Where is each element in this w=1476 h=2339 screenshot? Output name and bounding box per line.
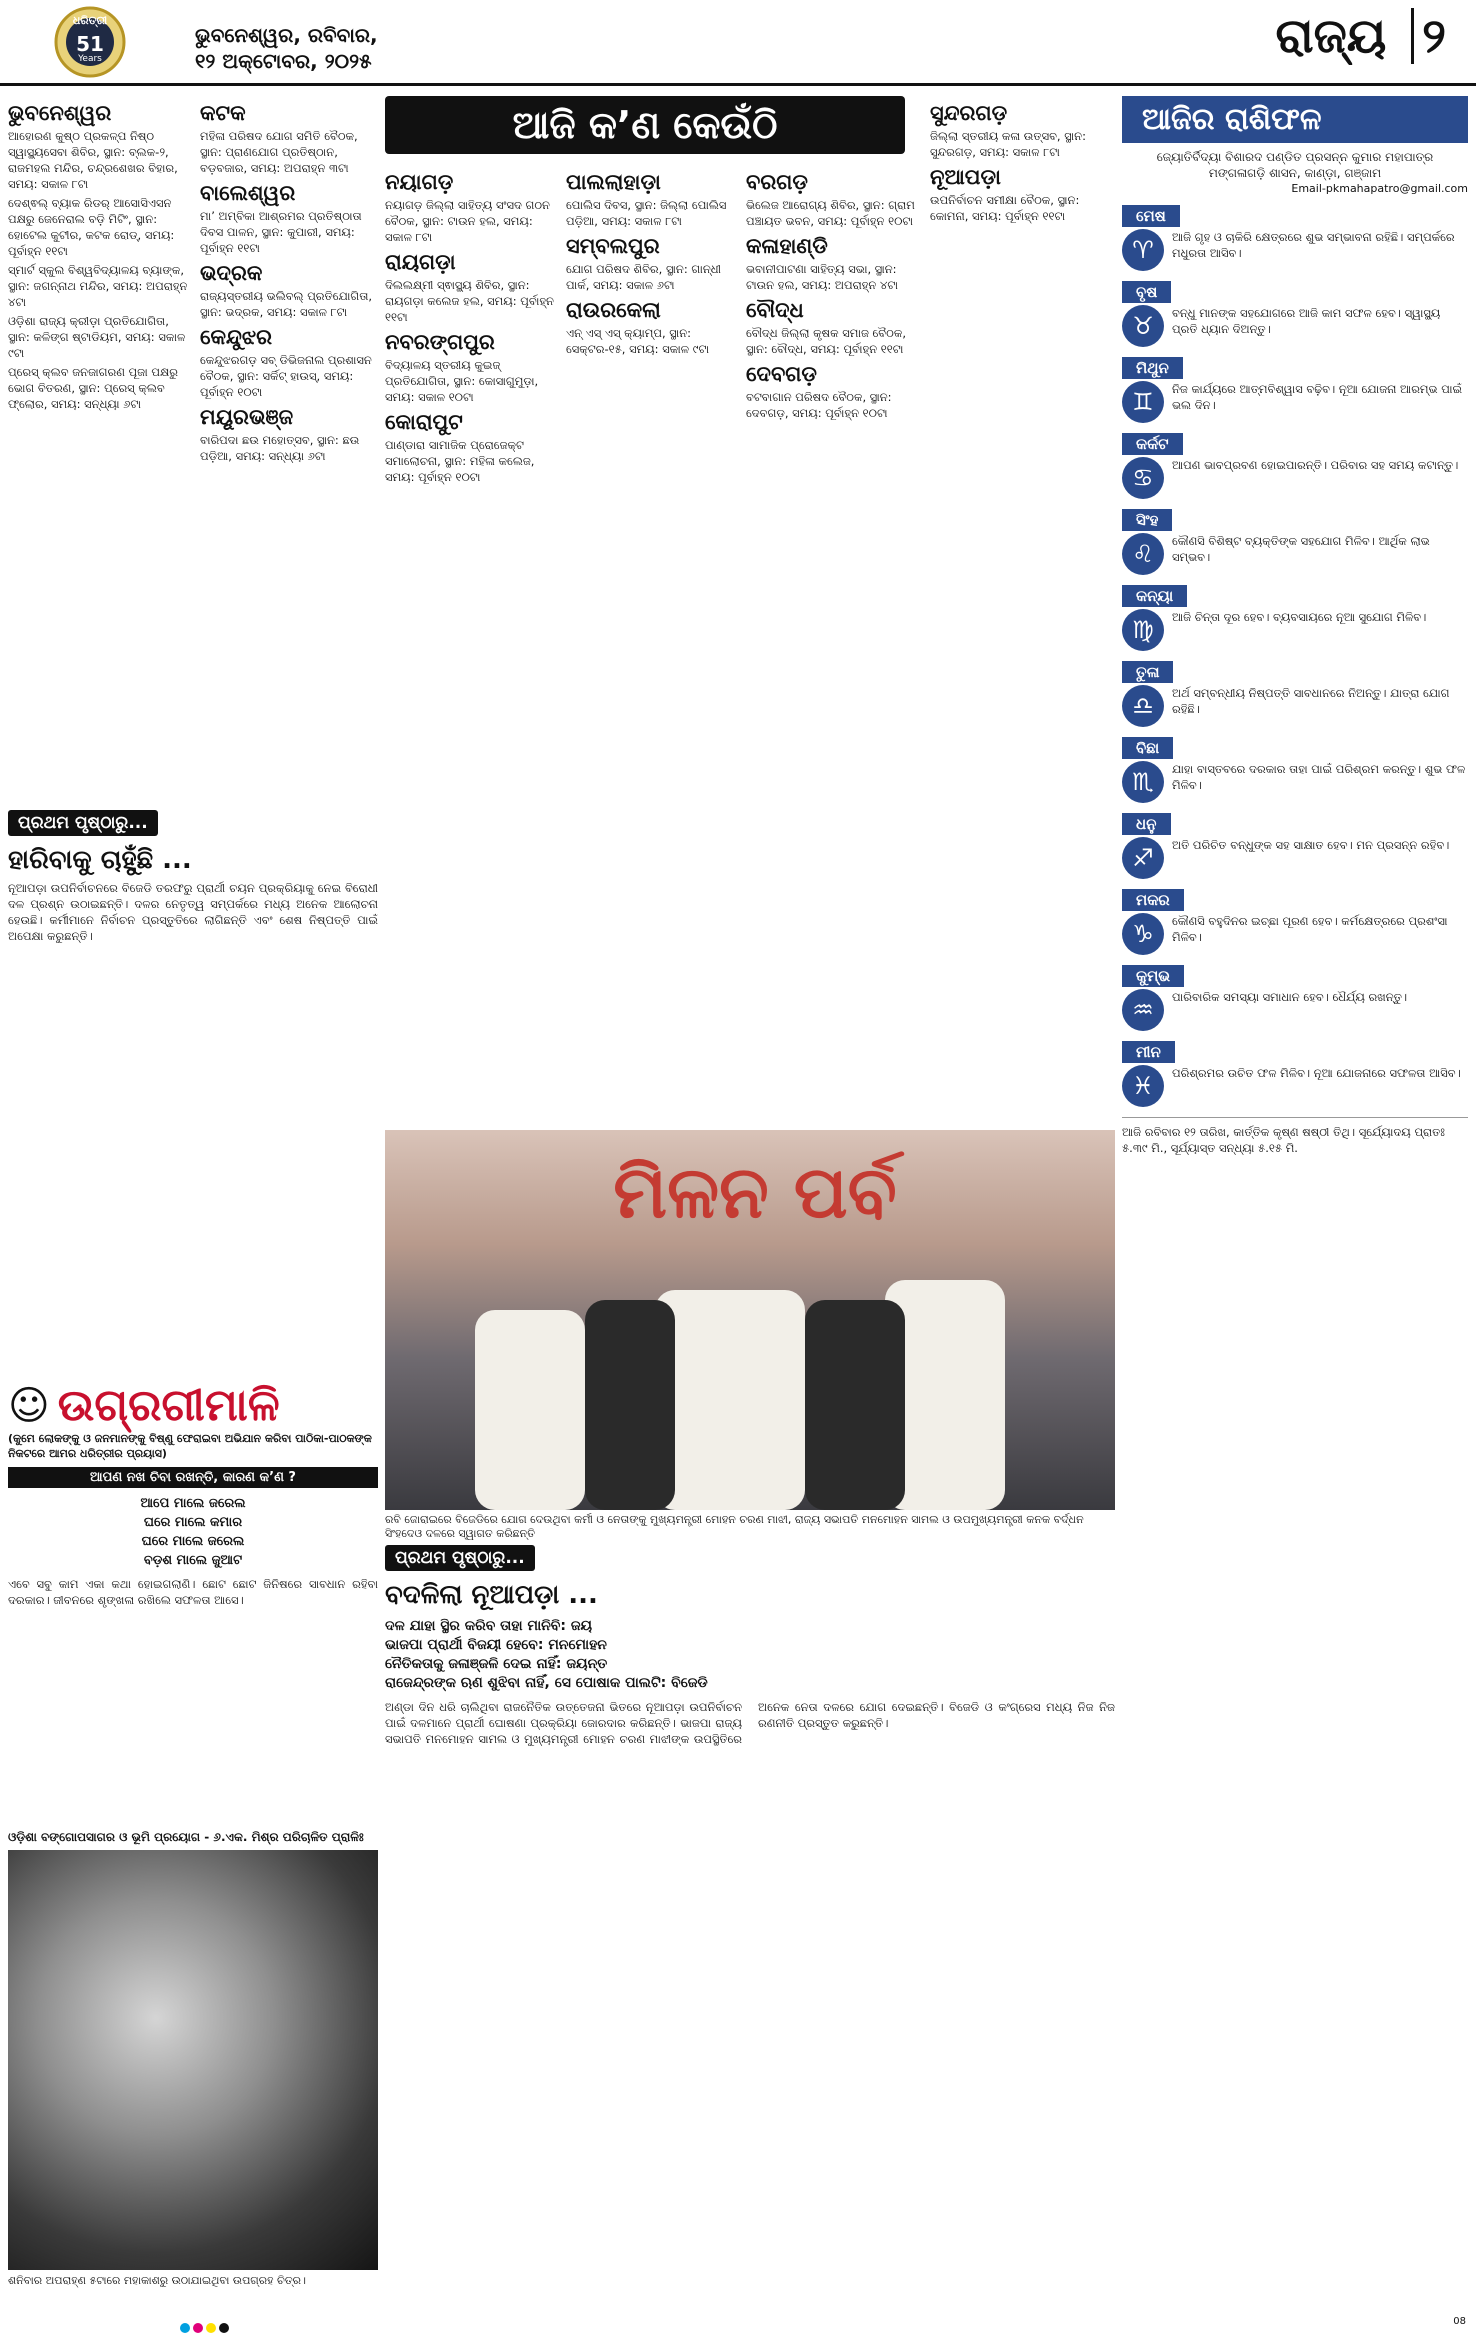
zodiac-text: ଆଜି ଗୃହ ଓ ଚାକିରି କ୍ଷେତ୍ରରେ ଶୁଭ ସମ୍ଭାବନା ରହିଛି। ସମ୍ପର୍କରେ ମଧୁରତା ଆସିବ। [1172, 230, 1455, 260]
event-item: ପୋଲିସ ଦିବସ, ସ୍ଥାନ: ଜିଲ୍ଲା ପୋଲିସ ପଡ଼ିଆ, ସମୟ: ସକାଳ ୮ଟା [566, 198, 727, 228]
zodiac-text: ଆଜି ଚିନ୍ତା ଦୂର ହେବ। ବ୍ୟବସାୟରେ ନୂଆ ସୁଯୋଗ ମିଳିବ। [1172, 610, 1427, 624]
city-heading: ରାୟଗଡ଼ା [385, 250, 456, 274]
article-bullet: ଦଳ ଯାହା ସ୍ଥିର କରିବ ତାହା ମାନିବି: ଜୟ [385, 1618, 593, 1634]
zodiac-header [1122, 965, 1468, 987]
event-item: ଆହୋରଣ କୁଷ୍ଠ ପ୍ରକଳ୍ପ ନିଷ୍ଠ ସ୍ୱାସ୍ଥ୍ୟସେବା ଶିବିର, ସ୍ଥାନ: ବ୍ଲକ-୨, ରାଜମହଲ ମନ୍ଦିର, ଚନ୍ଦ୍ରଶେଖର ବିହାର, ସମୟ: ସକାଳ ୮ଟା [8, 129, 178, 191]
verse-line: ଘରେ ମାଲେ କମାର [143, 1515, 243, 1530]
event-item: ବାରିପଦା ଛଉ ମହୋତ୍ସବ, ସ୍ଥାନ: ଛଉ ପଡ଼ିଆ, ସମୟ: ସନ୍ଧ୍ୟା ୬ଟା [200, 433, 360, 463]
city-heading: ବୌଦ୍ଧ [746, 298, 804, 322]
article-body-2: ଅଣ୍ଡା ଦିନ ଧରି ଚାଲିଥିବା ରାଜନୈତିକ ଉତ୍ତେଜନା ଭିତରେ ନୂଆପଡ଼ା ଉପନିର୍ବାଚନ ପାଇଁ ଦଳମାନେ ପ୍ରାର୍ଥୀ ଘୋଷଣା ପ୍ରକ୍ରିୟା ଜୋରଦାର କରିଛନ୍ତି। ଭାଜପା ରାଜ୍ୟ ସଭାପତି ମନମୋହନ ସାମଲ ଓ ମୁଖ୍ୟମନ୍ତ୍ରୀ ମୋହନ ଚରଣ ମାଝୀଙ୍କ ଉପସ୍ଥିତିରେ ଅନେକ ନେତା ଦଳରେ ଯୋଗ ଦେଇଛନ୍ତି। ବିଜେଡି ଓ କଂଗ୍ରେସ ମଧ୍ୟ ନିଜ ନିଜ ରଣନୀତି ପ୍ରସ୍ତୁତ କରୁଛନ୍ତି। [385, 1700, 1115, 1746]
city-heading: ଭୁବନେଶ୍ୱର [8, 101, 112, 125]
zodiac-header [1122, 281, 1468, 303]
article-body: ନୂଆପଡ଼ା ଉପନିର୍ବାଚନରେ ବିଜେଡି ତରଫରୁ ପ୍ରାର୍ଥୀ ଚୟନ ପ୍ରକ୍ରିୟାକୁ ନେଇ ବିରୋଧୀ ଦଳ ପ୍ରଶ୍ନ ଉଠାଇଛନ୍ତି। ଦଳର ନେତୃତ୍ୱ ସମ୍ପର୍କରେ ମଧ୍ୟ ଅନେକ ଆଲୋଚନା ହେଉଛି। କର୍ମୀମାନେ ନିର୍ବାଚନ ପ୍ରସ୍ତୁତିରେ ଲାଗିଛନ୍ତି ଏବଂ ଶେଷ ନିଷ୍ପତ୍ତି ପାଇଁ ଅପେକ୍ଷା କରୁଛନ୍ତି। [8, 881, 378, 943]
zodiac-icon: ♓ [1122, 1065, 1164, 1107]
zodiac-text: ଆପଣ ଭାବପ୍ରବଣ ହୋଇପାରନ୍ତି। ପରିବାର ସହ ସମୟ କଟାନ୍ତୁ। [1172, 458, 1459, 472]
zodiac-icon: ♒ [1122, 989, 1164, 1031]
event-item: ବଟବାଗାନ ପରିଷଦ ବୈଠକ, ସ୍ଥାନ: ଦେବଗଡ଼, ସମୟ: ପୂର୍ବାହ୍ନ ୧୦ଟା [746, 390, 892, 420]
satellite-caption: ଶନିବାର ଅପରାହ୍ଣ ୫ଟାରେ ମହାକାଶରୁ ଉଠାଯାଇଥିବା ଉପଗ୍ରହ ଚିତ୍ର। [8, 2274, 306, 2287]
dateline [195, 22, 515, 74]
verse-line: ଆପେ ମାଲେ ଜରେଲ [140, 1496, 246, 1511]
satellite-credit: ଓଡ଼ିଶା ବଙ୍ଗୋପସାଗର ଓ ଭୂମି ପ୍ରୟୋଗ - ୬.ଏକ. ମିଶ୍ର ପରିଚାଳିତ ପ୍ରାଳିଃ [8, 1830, 364, 1844]
zodiac-sign [1122, 1041, 1468, 1107]
event-item: ମହିଳା ପରିଷଦ ଯୋଗ ସମିତି ବୈଠକ, ସ୍ଥାନ: ପ୍ରାଣଯୋଗ ପ୍ରତିଷ୍ଠାନ, ବଡ଼ବଜାର, ସମୟ: ଅପରାହ୍ନ ୩ଟା [200, 129, 358, 175]
event-item: ସ୍ମାର୍ଟ ସ୍କୁଲ ବିଶ୍ୱବିଦ୍ୟାଳୟ ବ୍ୟାଙ୍କ, ସ୍ଥାନ: ଜଗନ୍ନାଥ ମନ୍ଦିର, ସମୟ: ଅପରାହ୍ନ ୪ଟା [8, 263, 188, 309]
zodiac-icon: ♈ [1122, 229, 1164, 271]
zodiac-sign [1122, 357, 1468, 423]
event-item: ବୌଦ୍ଧ ଜିଲ୍ଲା କୃଷକ ସମାଜ ବୈଠକ, ସ୍ଥାନ: ବୌଦ୍ଧ, ସମୟ: ପୂର୍ବାହ୍ନ ୧୧ଟା [746, 326, 906, 356]
rashifala-footer: ଆଜି ରବିବାର ୧୨ ତାରିଖ, କାର୍ତ୍ତିକ କୃଷ୍ଣ ଷଷ୍ଠୀ ତିଥି। ସୂର୍ଯ୍ୟୋଦୟ ପ୍ରାତଃ ୫.୩୯ ମି., ସୂର୍ଯ୍ୟାସ୍ତ ସନ୍ଧ୍ୟା ୫.୧୫ ମି. [1122, 1117, 1468, 1156]
zodiac-sign [1122, 661, 1468, 727]
event-item: ନୟାଗଡ଼ ଜିଲ୍ଲା ସାହିତ୍ୟ ସଂସଦ ଗଠନ ବୈଠକ, ସ୍ଥାନ: ଟାଉନ ହଲ, ସମୟ: ସକାଳ ୮ଟା [385, 198, 550, 244]
ugramali-body: ଏବେ ସବୁ କାମ ଏକା କଥା ହୋଇଗଲାଣି। ଛୋଟ ଛୋଟ ଜିନିଷରେ ସାବଧାନ ରହିବା ଦରକାର। ଜୀବନରେ ଶୃଙ୍ଖଳା ରଖିଲେ ସଫଳତା ଆସେ। [8, 1577, 378, 1607]
zodiac-icon: ♌ [1122, 533, 1164, 575]
zodiac-header [1122, 1041, 1468, 1063]
city-heading: କଳାହାଣ୍ଡି [746, 234, 828, 258]
zodiac-sign [1122, 205, 1468, 271]
zodiac-header [1122, 661, 1468, 683]
zodiac-sign [1122, 509, 1468, 575]
satellite-image [8, 1850, 378, 2270]
zodiac-header [1122, 889, 1468, 911]
city-heading: ନୂଆପଡ଼ା [930, 165, 1001, 189]
zodiac-name: ବୃଷ [1122, 281, 1171, 303]
zodiac-icon: ♏ [1122, 761, 1164, 803]
rashifala-address: ମଙ୍ଗଳାଗଡ଼ି ଶାସନ, କାଣ୍ଡ଼ା, ଗଞ୍ଜାମ [1208, 166, 1382, 180]
zodiac-icon: ♐ [1122, 837, 1164, 879]
section-name: ରାଜ୍ୟ [1275, 8, 1387, 64]
zodiac-name: ବିଛା [1122, 737, 1173, 759]
zodiac-icon: ♍ [1122, 609, 1164, 651]
front-page-continuation-1 [8, 810, 378, 1370]
event-item: ଜିଲ୍ଲା ସ୍ତରୀୟ କଳା ଉତ୍ସବ, ସ୍ଥାନ: ସୁନ୍ଦରଗଡ଼, ସମୟ: ସକାଳ ୮ଟା [930, 129, 1086, 159]
logo-years: 51 [76, 32, 104, 56]
city-heading: କେନ୍ଦୁଝର [200, 325, 273, 349]
rashifala-section [1122, 96, 1468, 2296]
ugramali-subtitle: (କୁମେ ଲୋକଙ୍କୁ ଓ ଜନମାନଙ୍କୁ ବିଷ୍ଣୁ ଫେରାଇବା ଅଭିଯାନ କରିବା ପାଠିକା-ପାଠକଙ୍କ ନିକଟରେ ଆମର ଧରିତ୍ରୀର ପ୍ରୟାସ) [8, 1432, 372, 1460]
zodiac-icon: ♑ [1122, 913, 1164, 955]
event-item: ମା’ ଅମ୍ବିକା ଆଶ୍ରମର ପ୍ରତିଷ୍ଠାତା ଦିବସ ପାଳନ, ସ୍ଥାନ: କୁପାରୀ, ସମୟ: ପୂର୍ବାହ୍ନ ୧୧ଟା [200, 209, 362, 255]
zodiac-sign [1122, 813, 1468, 879]
zodiac-sign [1122, 433, 1468, 499]
rashifala-email: Email-pkmahapatro@gmail.com [1291, 182, 1468, 195]
city-heading: ଦେବଗଡ଼ [746, 362, 817, 386]
zodiac-text: କୌଣସି ବହୁଦିନର ଇଚ୍ଛା ପୂରଣ ହେବ। କର୍ମକ୍ଷେତ୍ରରେ ପ୍ରଶଂସା ମିଳିବ। [1172, 914, 1448, 944]
zodiac-header [1122, 509, 1468, 531]
article-bullets [385, 1617, 1115, 1693]
zodiac-name: ଧନୁ [1122, 813, 1171, 835]
zodiac-list [1122, 205, 1468, 1107]
zodiac-sign [1122, 585, 1468, 651]
city-heading: ସୁନ୍ଦରଗଡ଼ [930, 101, 1008, 125]
footer-page-number: 08 [1453, 2316, 1466, 2327]
ugramali-question: ଆପଣ ନଖ ଚିବା ରଖନ୍ତି, କାରଣ କ’ଣ ? [8, 1467, 378, 1488]
events-col-6 [930, 96, 1110, 1106]
zodiac-sign [1122, 965, 1468, 1031]
city-heading: ମୟୂରଭଞ୍ଜ [200, 405, 294, 429]
city-heading: ନୟାଗଡ଼ [385, 170, 454, 194]
zodiac-name: କନ୍ୟା [1122, 585, 1187, 607]
event-item: ପ୍ରେସ୍ କ୍ଲବ ଜନଜାଗରଣ ପୂଜା ପକ୍ଷରୁ ଭୋଗ ବିତରଣ, ସ୍ଥାନ: ପ୍ରେସ୍ କ୍ଲବ ଫ୍ଲୋର, ସମୟ: ସନ୍ଧ୍ୟା ୬ଟା [8, 365, 179, 411]
events-col-2 [200, 96, 380, 836]
event-item: ଭିଲେଜ ଆରୋଗ୍ୟ ଶିବିର, ସ୍ଥାନ: ଗ୍ରାମ ପଞ୍ଚାୟତ ଭବନ, ସମୟ: ପୂର୍ବାହ୍ନ ୧୦ଟା [746, 198, 915, 228]
event-item: ଓଡ଼ିଶା ରାଜ୍ୟ କ୍ରୀଡ଼ା ପ୍ରତିଯୋଗିତା, ସ୍ଥାନ: କଳିଙ୍ଗ ଷ୍ଟାଡିୟମ, ସମୟ: ସକାଳ ୯ଟା [8, 314, 186, 360]
news-photo [385, 1130, 1115, 1510]
event-item: ଦିଲଲକ୍ଷ୍ମୀ ସ୍ଵାସ୍ଥ୍ୟ ଶିବିର, ସ୍ଥାନ: ରାୟଗଡ଼ା କଲେଜ ହଲ, ସମୟ: ପୂର୍ବାହ୍ନ ୧୧ଟା [385, 278, 554, 324]
event-item: ଏନ୍ ଏସ୍ ଏସ୍ କ୍ୟାମ୍ପ, ସ୍ଥାନ: ସେକ୍ଟର-୧୫, ସମୟ: ସକାଳ ୯ଟା [566, 326, 710, 356]
zodiac-name: କୁମ୍ଭ [1122, 965, 1184, 987]
ugramali-verse [8, 1494, 378, 1570]
zodiac-header [1122, 357, 1468, 379]
zodiac-text: ବନ୍ଧୁ ମାନଙ୍କ ସହଯୋଗରେ ଆଜି କାମ ସଫଳ ହେବ। ସ୍ୱାସ୍ଥ୍ୟ ପ୍ରତି ଧ୍ୟାନ ଦିଅନ୍ତୁ। [1172, 306, 1441, 336]
zodiac-text: ଅର୍ଥ ସମ୍ବନ୍ଧୀୟ ନିଷ୍ପତ୍ତି ସାବଧାନରେ ନିଅନ୍ତୁ। ଯାତ୍ରା ଯୋଗ ରହିଛି। [1172, 686, 1450, 716]
city-heading: କଟକ [200, 101, 246, 125]
zodiac-header [1122, 585, 1468, 607]
section-title [1275, 8, 1446, 65]
zodiac-text: ପାରିବାରିକ ସମସ୍ୟା ସମାଧାନ ହେବ। ଧୈର୍ଯ୍ୟ ରଖନ୍ତୁ। [1172, 990, 1408, 1004]
zodiac-header [1122, 737, 1468, 759]
events-col-3 [385, 165, 560, 1105]
event-item: ପାଣ୍ଡାରା ସାମାଜିକ ପ୍ରୋଜେକ୍ଟ ସମାଲୋଚନା, ସ୍ଥାନ: ମହିଳା କଲେଜ, ସମୟ: ପୂର୍ବାହ୍ନ ୧୦ଟା [385, 438, 535, 484]
page-number: ୨ [1422, 8, 1446, 64]
zodiac-header [1122, 433, 1468, 455]
article-bullet: ରାଜେନ୍ଦ୍ରଙ୍କ ଋଣ ଶୁଝିବା ନାହିଁ, ସେ ପୋଷାକ ପାଲଟି: ବିଜେଡି [385, 1675, 708, 1691]
event-item: କେନ୍ଦୁଝରଗଡ଼ ସବ୍ ଡିଭିଜନାଲ ପ୍ରଶାସନ ବୈଠକ, ସ୍ଥାନ: ସର୍କିଟ୍ ହାଉସ୍, ସମୟ: ପୂର୍ବାହ୍ନ ୧୦ଟା [200, 353, 372, 399]
logo-years-label: Years [78, 54, 102, 64]
rashifala-author: ଜ୍ୟୋତିର୍ବିଦ୍ୟା ବିଶାରଦ ପଣ୍ଡିତ ପ୍ରସନ୍ନ କୁମାର ମହାପାତ୍ର [1156, 150, 1434, 164]
rashifala-title: ଆଜିର ରାଶିଫଳ [1122, 96, 1468, 143]
event-item: ଉପନିର୍ବାଚନ ସମୀକ୍ଷା ବୈଠକ, ସ୍ଥାନ: କୋମନା, ସମୟ: ପୂର୍ବାହ୍ନ ୧୧ଟା [930, 193, 1080, 223]
zodiac-text: ନିଜ କାର୍ଯ୍ୟରେ ଆତ୍ମବିଶ୍ୱାସ ବଢ଼ିବ। ନୂଆ ଯୋଜନା ଆରମ୍ଭ ପାଇଁ ଭଲ ଦିନ। [1172, 382, 1463, 412]
event-item: ଯୋଗ ପରିଷଦ ଶିବିର, ସ୍ଥାନ: ଗାନ୍ଧୀ ପାର୍କ, ସମୟ: ସକାଳ ୬ଟା [566, 262, 722, 292]
city-heading: ବରଗଡ଼ [746, 170, 808, 194]
zodiac-name: ମୀନ [1122, 1041, 1175, 1063]
zodiac-header [1122, 205, 1468, 227]
event-item: ଦେଶ୍ଵଲ୍ ବ୍ୟାକ ରିଡର୍ ଆସୋସିଏସନ ପକ୍ଷରୁ ଜେନେରାଲ ବଡ଼ି ମିଟିଂ, ସ୍ଥାନ: ହୋଟେଲ କୁଟୀର, କଟକ ରୋଡ୍, ସମୟ: ପୂର୍ବାହ୍ନ ୧୧ଟା [8, 196, 175, 258]
zodiac-icon: ♋ [1122, 457, 1164, 499]
event-item: ରାଜ୍ୟସ୍ତରୀୟ ଭଲିବଲ୍ ପ୍ରତିଯୋଗିତା, ସ୍ଥାନ: ଭଦ୍ରକ, ସମୟ: ସକାଳ ୮ଟା [200, 289, 373, 319]
events-col-5 [746, 165, 926, 1105]
verse-line: ଘରେ ମାଲେ ଜରେଲ [141, 1534, 245, 1549]
ugramali-title: ଉଗ୍ରଗୀମାଳି [57, 1380, 280, 1431]
zodiac-sign [1122, 889, 1468, 955]
cartoon-icon: ☺ [8, 1382, 50, 1429]
zodiac-name: ମକର [1122, 889, 1184, 911]
city-heading: କୋରାପୁଟ [385, 410, 463, 434]
logo-text: ଧରିତ୍ରୀ [72, 14, 108, 27]
date-line-1: ଭୁବନେଶ୍ୱର, ରବିବାର, [195, 23, 378, 47]
zodiac-name: ମିଥୁନ [1122, 357, 1183, 379]
city-heading: ପାଲଲାହାଡ଼ା [566, 170, 661, 194]
zodiac-icon: ♎ [1122, 685, 1164, 727]
zodiac-icon: ♉ [1122, 305, 1164, 347]
zodiac-text: ଅତି ପରିଚିତ ବନ୍ଧୁଙ୍କ ସହ ସାକ୍ଷାତ ହେବ। ମନ ପ୍ରସନ୍ନ ରହିବ। [1172, 838, 1450, 852]
zodiac-text: ପରିଶ୍ରମର ଉଚିତ ଫଳ ମିଳିବ। ନୂଆ ଯୋଜନାରେ ସଫଳତା ଆସିବ। [1172, 1066, 1461, 1080]
article-headline-2: ବଦଳିଲା ନୂଆପଡ଼ା ... [385, 1580, 598, 1610]
article-bullet: ନୈତିକତାକୁ ଜଳାଞ୍ଜଳି ଦେଇ ନାହିଁ: ଜୟନ୍ତ [385, 1656, 608, 1672]
event-item: ବିଦ୍ୟାଳୟ ସ୍ତରୀୟ କୁଇଜ୍ ପ୍ରତିଯୋଗିତା, ସ୍ଥାନ: କୋସାଗୁମୁଡ଼ା, ସମୟ: ସକାଳ ୧୦ଟା [385, 358, 539, 404]
front-page-continuation-2 [385, 1545, 1115, 2285]
continuation-banner-2: ପ୍ରଥମ ପୃଷ୍ଠାରୁ... [385, 1545, 535, 1571]
zodiac-text: କୌଣସି ବିଶିଷ୍ଟ ବ୍ୟକ୍ତିଙ୍କ ସହଯୋଗ ମିଳିବ। ଆର୍ଥିକ ଲାଭ ସମ୍ଭବ। [1172, 534, 1430, 564]
verse-line: ବଡ଼ଶ ମାଲେ ଜୁଆଟ [143, 1553, 243, 1568]
events-banner: ଆଜି କ’ଣ କେଉଁଠି [385, 96, 905, 154]
article-bullet: ଭାଜପା ପ୍ରାର୍ଥୀ ବିଜୟୀ ହେବେ: ମନମୋହନ [385, 1637, 607, 1653]
city-heading: ନବରଙ୍ଗପୁର [385, 330, 495, 354]
color-registration-marks [180, 2318, 480, 2337]
continuation-banner: ପ୍ରଥମ ପୃଷ୍ଠାରୁ... [8, 810, 158, 836]
event-item: ଭବାନୀପାଟଣା ସାହିତ୍ୟ ସଭା, ସ୍ଥାନ: ଟାଉନ ହଲ, ସମୟ: ଅପରାହ୍ନ ୪ଟା [746, 262, 898, 292]
zodiac-name: ସିଂହ [1122, 509, 1172, 531]
article-headline: ହାରିବାକୁ ଚାହୁଁଛି ... [8, 845, 192, 875]
photo-backdrop-text: ମିଳନ ପର୍ବ [613, 1150, 897, 1234]
events-col-1 [8, 96, 193, 796]
city-heading: ରାଉରକେଲା [566, 298, 661, 322]
events-col-4 [566, 165, 741, 1105]
zodiac-name: କର୍କଟ [1122, 433, 1183, 455]
zodiac-sign [1122, 281, 1468, 347]
photo-caption: ରବି ଜୋରାଇରେ ବିଜେଡିରେ ଯୋଗ ଦେଉଥିବା କର୍ମୀ ଓ ନେତାଙ୍କୁ ମୁଖ୍ୟମନ୍ତ୍ରୀ ମୋହନ ଚରଣ ମାଝୀ, ରାଜ୍ୟ ସଭାପତି ମନମୋହନ ସାମଲ ଓ ଉପମୁଖ୍ୟମନ୍ତ୍ରୀ କନକ ବର୍ଦ୍ଧନ ସିଂହଦେଓ ଦଳରେ ସ୍ୱାଗତ କରିଛନ୍ତି [385, 1513, 1084, 1540]
masthead-logo [30, 6, 180, 78]
zodiac-sign [1122, 737, 1468, 803]
page-header [0, 0, 1476, 86]
zodiac-text: ଯାହା ବାସ୍ତବରେ ଦରକାର ତାହା ପାଇଁ ପରିଶ୍ରମ କରନ୍ତୁ। ଶୁଭ ଫଳ ମିଳିବ। [1172, 762, 1466, 792]
zodiac-icon: ♊ [1122, 381, 1164, 423]
city-heading: ସମ୍ବଲପୁର [566, 234, 660, 258]
zodiac-name: ତୁଳା [1122, 661, 1173, 683]
city-heading: ଭଦ୍ରକ [200, 261, 263, 285]
city-heading: ବାଲେଶ୍ୱର [200, 181, 296, 205]
zodiac-header [1122, 813, 1468, 835]
date-line-2: ୧୨ ଅକ୍ଟୋବର, ୨୦୨୫ [195, 49, 372, 73]
zodiac-name: ମେଷ [1122, 205, 1180, 227]
